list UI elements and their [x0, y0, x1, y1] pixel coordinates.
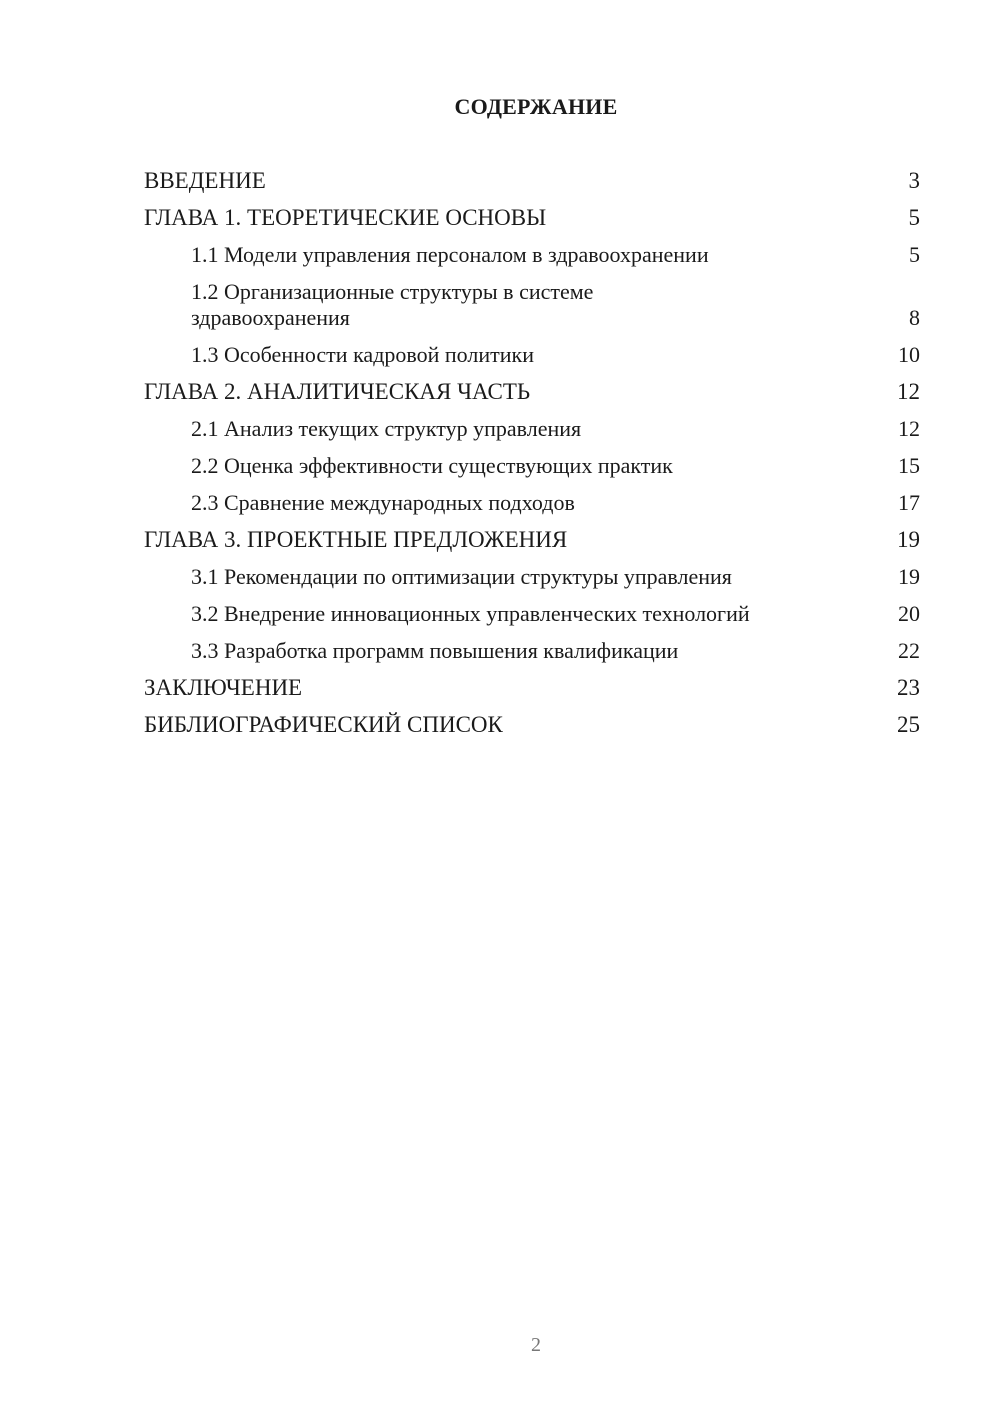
toc-entry-label: 1.2 Организационные структуры в системе здравоохранения [191, 279, 594, 330]
toc-entry-chapter-3 [144, 527, 920, 553]
toc-entry-label: 1.3 Особенности кадровой политики [191, 342, 534, 367]
toc-entry-label: ГЛАВА 1. ТЕОРЕТИЧЕСКИЕ ОСНОВЫ [144, 205, 547, 230]
toc-entry-page: 3 [908, 168, 920, 193]
toc-entry-page: 19 [898, 564, 920, 589]
toc-entry-label: ГЛАВА 3. ПРОЕКТНЫЕ ПРЕДЛОЖЕНИЯ [144, 527, 568, 552]
toc-entry-section-1-2 [144, 279, 920, 331]
toc-entry-label: БИБЛИОГРАФИЧЕСКИЙ СПИСОК [144, 712, 503, 737]
toc-entry-section-2-3 [144, 490, 920, 516]
toc-entry-section-2-1 [144, 416, 920, 442]
toc-entry-label: 2.1 Анализ текущих структур управления [191, 416, 582, 441]
toc-entry-page: 22 [898, 638, 920, 663]
toc-entry-page: 10 [898, 342, 920, 367]
toc-entry-page: 15 [898, 453, 920, 478]
toc-entry-label: 2.2 Оценка эффективности существующих практик [191, 453, 673, 478]
toc-entry-page: 25 [897, 712, 920, 737]
toc-entry-page: 8 [909, 305, 920, 330]
toc-entry-conclusion [144, 675, 920, 701]
toc-entry-label: 1.1 Модели управления персоналом в здравоохранении [191, 242, 709, 267]
toc-entry-page: 5 [909, 242, 920, 267]
toc-list [144, 168, 920, 749]
toc-entry-label: ЗАКЛЮЧЕНИЕ [144, 675, 303, 700]
toc-entry-page: 20 [898, 601, 920, 626]
toc-entry-chapter-2 [144, 379, 920, 405]
toc-title: СОДЕРЖАНИЕ [454, 94, 618, 119]
toc-entry-label: ГЛАВА 2. АНАЛИТИЧЕСКАЯ ЧАСТЬ [144, 379, 531, 404]
toc-entry-label: ВВЕДЕНИЕ [144, 168, 266, 193]
toc-entry-label: 2.3 Сравнение международных подходов [191, 490, 575, 515]
toc-entry-page: 12 [897, 379, 920, 404]
toc-entry-section-1-3 [144, 342, 920, 368]
toc-entry-chapter-1 [144, 205, 920, 231]
toc-entry-section-3-2 [144, 601, 920, 627]
toc-entry-introduction [144, 168, 920, 194]
toc-entry-page: 19 [897, 527, 920, 552]
toc-entry-label: 3.1 Рекомендации по оптимизации структуры управления [191, 564, 732, 589]
toc-entry-section-2-2 [144, 453, 920, 479]
toc-entry-label: 3.3 Разработка программ повышения квалификации [191, 638, 679, 663]
toc-entry-page: 23 [897, 675, 920, 700]
toc-entry-page: 12 [898, 416, 920, 441]
page-number: 2 [531, 1334, 541, 1356]
toc-entry-label: 3.2 Внедрение инновационных управленческих технологий [191, 601, 750, 626]
toc-entry-bibliography [144, 712, 920, 738]
toc-entry-section-3-3 [144, 638, 920, 664]
toc-entry-page: 5 [908, 205, 920, 230]
toc-entry-section-3-1 [144, 564, 920, 590]
toc-entry-section-1-1 [144, 242, 920, 268]
toc-entry-page: 17 [898, 490, 920, 515]
